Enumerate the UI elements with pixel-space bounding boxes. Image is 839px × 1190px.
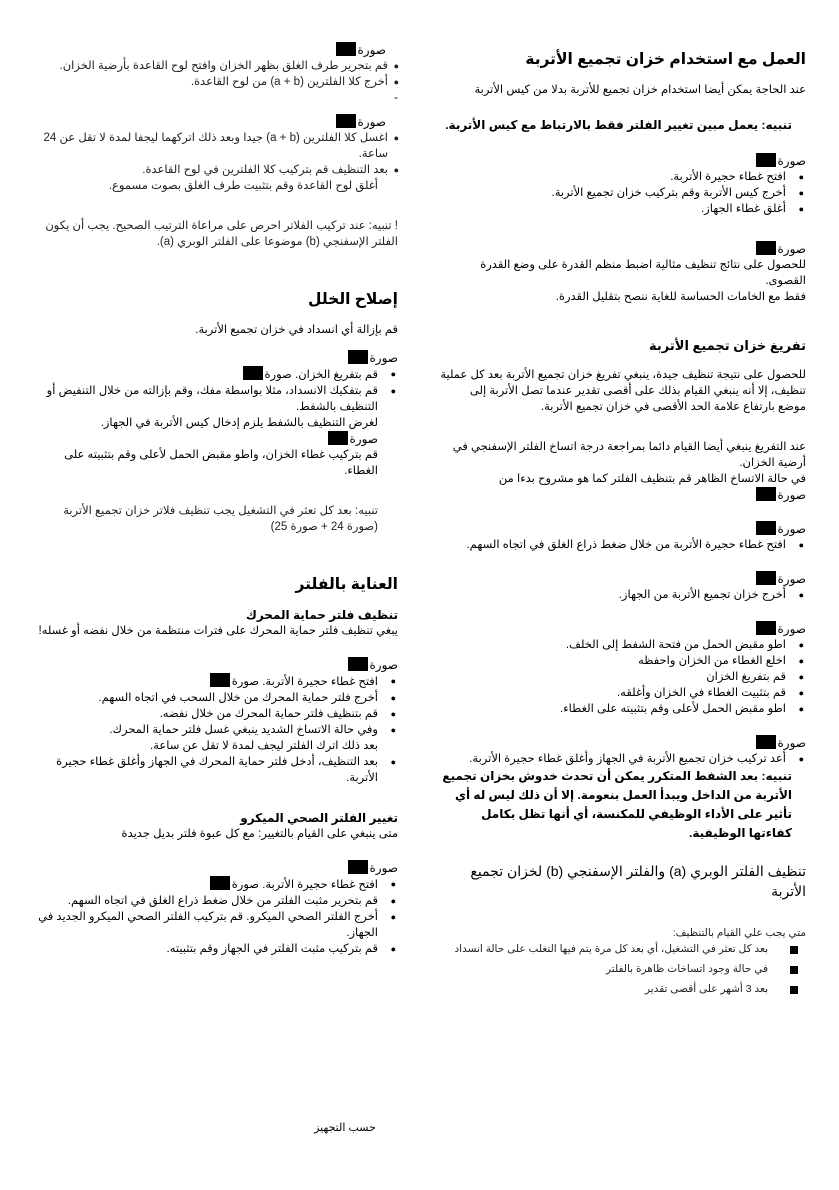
- list-item: بعد 3 أشهر على أقصى تقدير: [440, 981, 768, 997]
- figure-reference: صورة: [440, 571, 806, 587]
- list-item: ● قم بتركيب مثبت الفلتر في الجهاز وقم بتثبيته.: [30, 941, 378, 957]
- figure-number-redacted: [348, 350, 368, 364]
- note-filter-indicator: تنبيه: يعمل مبين تغيير الفلتر فقط بالارتباط مع كيس الأتربة.: [445, 118, 792, 132]
- figure-number-redacted: [756, 621, 776, 635]
- steps-list: [440, 169, 806, 217]
- list-item: ● أغلق غطاء الجهاز.: [440, 201, 786, 217]
- list-item: ● اطو مقبض الحمل لأعلى وقم بتثبيته على الغطاء.: [440, 701, 786, 717]
- micro-filter-paragraph: متى ينبغي على القيام بالتغيير: مع كل عبوة فلتر بديل جديدة: [121, 828, 398, 840]
- right-column: [440, 50, 806, 1001]
- figure-reference: صورة: [440, 735, 806, 751]
- figure-number-redacted: [328, 431, 348, 445]
- when-to-clean-list: [440, 941, 806, 997]
- close-base-instruction: أغلق لوح القاعدة وقم بتثبيت طرف الغلق بصوت مسموع.: [108, 180, 378, 192]
- subsection-micro-filter: تغيير الفلتر الصحي الميكرو: [240, 811, 398, 825]
- subsection-motor-filter: تنظيف فلتر حماية المحرك: [245, 608, 398, 622]
- figure-reference: صورة: [440, 521, 806, 537]
- figure-reference: صورة: [30, 42, 398, 58]
- list-item: ● افتح غطاء حجيرة الأتربة من خلال ضغط ذراع الغلق في اتجاه السهم.: [440, 537, 786, 553]
- list-item: ● قم بتفريغ الخزان: [440, 669, 786, 685]
- power-paragraph: للحصول على نتائج تنظيف مثالية اضبط منظم القدرة على وضع القدرة القصوى.: [480, 259, 806, 287]
- reinstall-cover-instruction: قم بتركيب غطاء الخزان، واطو مقبض الحمل لأعلى وقم بتثبيته على الغطاء.: [64, 449, 378, 477]
- list-item: ● أخرج الفلتر الصحي الميكرو. قم بتركيب الفلتر الصحي الميكرو الجديد في الجهاز.: [30, 909, 378, 941]
- figure-reference: صورة: [30, 860, 398, 876]
- steps-list: [30, 366, 398, 415]
- figure-number-redacted: [336, 42, 356, 56]
- list-item: ● قم بتنظيف فلتر حماية المحرك من خلال نفضه.: [30, 706, 378, 722]
- list-item: ● اطو مقبض الحمل من فتحة الشفط إلى الخلف.: [440, 637, 786, 653]
- list-item: ● قم بتثبيت الغطاء في الخزان وأغلقه.: [440, 685, 786, 701]
- figure-number-redacted: [756, 153, 776, 167]
- list-item: ● افتح غطاء حجيرة الأتربة. صورة: [30, 876, 378, 893]
- list-item: ● بعد التنظيف قم بتركيب كلا الفلترين في لوح القاعدة.: [30, 162, 388, 178]
- figure-reference: صورة: [440, 153, 806, 169]
- list-item: ● بعد التنظيف، أدخل فلتر حماية المحرك في الجهاز وأغلق غطاء حجيرة الأتربة.: [30, 754, 378, 786]
- list-item: ● قم بتفريغ الخزان. صورة: [30, 366, 378, 383]
- figure-number-redacted: [756, 571, 776, 585]
- figure-reference: صورة: [30, 657, 398, 673]
- figure-number-redacted: [210, 673, 230, 687]
- when-to-clean-label: متي يجب علي القيام بالتنظيف:: [672, 927, 806, 939]
- figure-reference: صورة: [440, 621, 806, 637]
- page-footer: حسب التجهيز: [314, 1122, 376, 1134]
- steps-list: [30, 130, 398, 178]
- figure-reference: صورة: [440, 241, 806, 257]
- list-item: ● أخرج خزان تجميع الأتربة من الجهاز.: [440, 587, 786, 603]
- note-scratches: تنبيه: بعد الشفط المتكرر يمكن أن تحدث خدوش بخزان تجميع الأتربة من الداخل ويبدأ العمل بنعومة. إلا أن ذلك ليس له أي تأثير على الأداء الوظيفي للمكنسة، أي أنها تظل بكامل كفاءتها الوظيفية.: [442, 769, 792, 840]
- dash: -: [394, 92, 398, 104]
- list-item: ● أخرج فلتر حماية المحرك من خلال السحب في اتجاه السهم.: [30, 690, 378, 706]
- list-item: ● قم بتحرير طرف الغلق بظهر الخزان وافتح لوح القاعدة بأرضية الخزان.: [30, 58, 388, 74]
- figure-reference: صورة: [30, 431, 398, 447]
- figure-number-redacted: [336, 114, 356, 128]
- figure-number-redacted: [756, 735, 776, 749]
- list-item: ● أخرج كيس الأتربة وقم بتركيب خزان تجميع الأتربة.: [440, 185, 786, 201]
- figure-number-redacted: [756, 521, 776, 535]
- steps-list: [30, 673, 398, 786]
- troubleshooting-intro: قم بإزالة أي انسداد في خزان تجميع الأتربة.: [195, 324, 398, 336]
- section-title-filter-care: العناية بالفلتر: [295, 576, 398, 593]
- steps-list: [30, 876, 398, 957]
- steps-list: [440, 751, 806, 767]
- emptying-paragraph: للحصول على نتيجة تنظيف جيدة، ينبغي تفريغ خزان تجميع الأتربة بعد كل عملية تنظيف، إلا أنه ينبغي القيام بذلك على أقصى تقدير عندما تصل الأتربة إلى موضع بارتفاع علامة الحد الأقصى في خزان تجميع الأتربة.: [440, 369, 806, 413]
- figure-number-redacted: [348, 657, 368, 671]
- left-column: [30, 42, 398, 957]
- note-filter-order: ! تنبيه: عند تركيب الفلاتر احرص على مراعاة الترتيب الصحيح. يجب أن يكون الفلتر الإسفنجي (b) موضوعا على الفلتر الوبري (a).: [45, 220, 398, 248]
- list-item: ● أعد تركيب خزان تجميع الأتربة في الجهاز وأغلق غطاء حجيرة الأتربة.: [440, 751, 786, 767]
- power-paragraph-2: فقط مع الخامات الحساسة للغاية ننصح بتقليل القدرة.: [555, 291, 806, 303]
- emptying-paragraph-2: عند التفريغ ينبغي أيضا القيام دائما بمراجعة درجة اتساخ الفلتر الإسفنجي في أرضية الخزان.: [452, 441, 806, 469]
- list-item: ● افتح غطاء حجيرة الأتربة.: [440, 169, 786, 185]
- vacuum-cleaning-note: لغرض التنظيف بالشفط يلزم إدخال كيس الأتربة في الجهاز.: [100, 417, 378, 429]
- figure-number-redacted: [756, 241, 776, 255]
- list-item: ● وفي حالة الاتساخ الشديد ينبغي غسل فلتر حماية المحرك. بعد ذلك اترك الفلتر ليجف لمدة لا تقل عن ساعة.: [30, 722, 378, 754]
- list-item: ● أخرج كلا الفلترين (a + b) من لوح القاعدة.: [30, 74, 388, 90]
- motor-filter-paragraph: يبغي تنظيف فلتر حماية المحرك على فترات منتظمة من خلال نفضه أو غسله!: [38, 625, 398, 637]
- steps-list: [440, 537, 806, 553]
- list-item: ● اخلع الغطاء من الخزان واحفظه: [440, 653, 786, 669]
- steps-list: [440, 637, 806, 717]
- list-item: ● افتح غطاء حجيرة الأتربة. صورة: [30, 673, 378, 690]
- section-title-emptying: تفريغ خزان تجميع الأتربة: [649, 338, 806, 353]
- figure-reference: صورة: [30, 114, 398, 130]
- figure-number-redacted: [348, 860, 368, 874]
- emptying-paragraph-3: في حالة الاتساخ الظاهر قم بتنظيف الفلتر كما هو مشروح بدءا من: [498, 473, 806, 485]
- figure-reference: صورة: [30, 350, 398, 366]
- section-title-troubleshooting: إصلاح الخلل: [307, 291, 398, 308]
- steps-list: [440, 587, 806, 603]
- list-item: بعد كل تعثر في التشغيل، أي بعد كل مرة يتم فيها التغلب على حالة انسداد: [440, 941, 768, 957]
- note-after-fault: تنبيه: بعد كل تعثر في التشغيل يجب تنظيف فلاتر خزان تجميع الأتربة (صورة 24 + صورة 25): [63, 505, 378, 533]
- list-item: في حالة وجود اتساخات ظاهرة بالفلتر: [440, 961, 768, 977]
- list-item: ● قم بتفكيك الانسداد، مثلا بواسطة مفك، وقم بإزالته من خلال التنفيض أو التنظيف بالشفط.: [30, 383, 378, 415]
- figure-number-redacted: [243, 366, 263, 380]
- figure-number-redacted: [756, 487, 776, 501]
- figure-number-redacted: [210, 876, 230, 890]
- list-item: ● اغسل كلا الفلترين (a + b) جيدا وبعد ذلك اتركهما ليجفا لمدة لا تقل عن 24 ساعة.: [30, 130, 388, 162]
- list-item: ● قم بتحرير مثبت الفلتر من خلال ضغط ذراع الغلق في اتجاه السهم.: [30, 893, 378, 909]
- intro-paragraph: عند الحاجة يمكن أيضا استخدام خزان تجميع للأتربة بدلا من كيس الأتربة: [474, 84, 806, 96]
- steps-list: [30, 58, 398, 90]
- section-title-filter-cleaning: تنظيف الفلتر الوبري (a) والفلتر الإسفنجي (b) لخزان تجميع الأتربة: [470, 863, 806, 899]
- section-title-dust-container: العمل مع استخدام خزان تجميع الأتربة: [525, 51, 806, 68]
- figure-reference: صورة: [440, 487, 806, 503]
